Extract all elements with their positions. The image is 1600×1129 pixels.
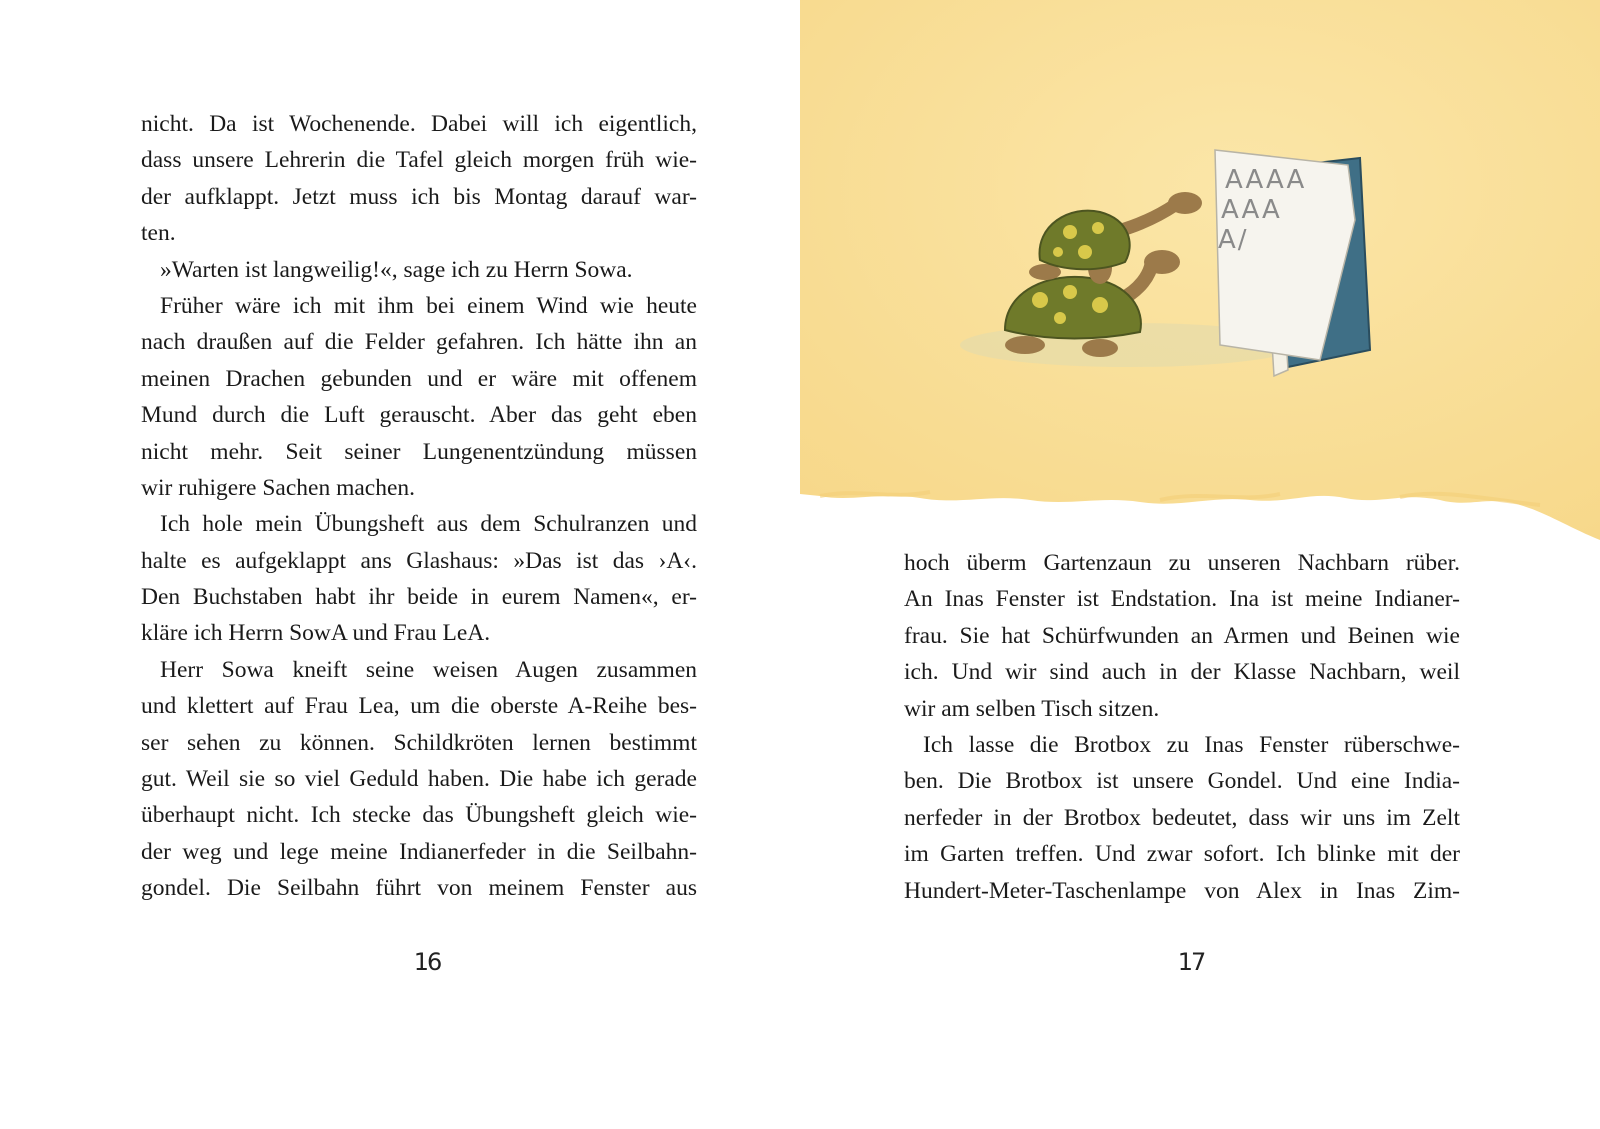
- text-line: der aufklappt. Jetzt muss ich bis Montag darauf war-: [141, 183, 697, 210]
- text-line: im Garten treffen. Und zwar sofort. Ich blinke mit der: [904, 841, 1460, 868]
- text-line: wir am selben Tisch sitzen.: [904, 695, 1160, 722]
- text-line: überhaupt nicht. Ich stecke das Übungsheft gleich wie-: [141, 802, 697, 829]
- text-line: kläre ich Herrn SowA und Frau LeA.: [141, 620, 491, 647]
- shell-spot: [1054, 312, 1066, 324]
- shell-spot: [1092, 222, 1104, 234]
- text-line: und klettert auf Frau Lea, um die oberste A-Reihe bes-: [141, 693, 697, 720]
- text-line: ich. Und wir sind auch in der Klasse Nachbarn, weil: [904, 659, 1460, 686]
- text-line: »Warten ist langweilig!«, sage ich zu Herrn Sowa.: [160, 256, 633, 283]
- right-page-text: [904, 545, 1460, 909]
- right-page: [800, 0, 1600, 1129]
- text-line: Den Buchstaben habt ihr beide in eurem Namen«, er-: [141, 584, 697, 611]
- text-line: der weg und lege meine Indianerfeder in die Seilbahn-: [141, 838, 697, 865]
- text-line: gut. Weil sie so viel Geduld haben. Die habe ich gerade: [141, 766, 697, 793]
- text-line: nach draußen auf die Felder gefahren. Ich hätte ihn an: [141, 329, 697, 356]
- text-line: frau. Sie hat Schürfwunden an Armen und Beinen wie: [904, 622, 1460, 649]
- left-page-text: [141, 106, 697, 907]
- turtles-book-illustration: [800, 0, 1600, 540]
- bottom-turtle-leg-back: [1005, 336, 1045, 354]
- text-line: Ich hole mein Übungsheft aus dem Schulranzen und: [160, 511, 697, 538]
- text-line: nerfeder in der Brotbox bedeutet, dass wir uns im Zelt: [904, 804, 1460, 831]
- text-line: ten.: [141, 220, 176, 247]
- text-line: Früher wäre ich mit ihm bei einem Wind wie heute: [160, 292, 697, 319]
- text-line: hoch überm Gartenzaun zu unseren Nachbarn rüber.: [904, 550, 1460, 576]
- text-line: halte es aufgeklappt ans Glashaus: »Das ist das ›A‹.: [141, 547, 697, 574]
- text-line: nicht mehr. Seit seiner Lungenentzündung müssen: [141, 438, 697, 465]
- text-line: ser sehen zu können. Schildkröten lernen bestimmt: [141, 729, 697, 756]
- text-line: ben. Die Brotbox ist unsere Gondel. Und eine India-: [904, 768, 1460, 795]
- text-line: Herr Sowa kneift seine weisen Augen zusammen: [160, 656, 697, 683]
- text-line: Hundert-Meter-Taschenlampe von Alex in Inas Zim-: [904, 877, 1460, 904]
- shell-spot: [1053, 247, 1063, 257]
- text-line: dass unsere Lehrerin die Tafel gleich morgen früh wie-: [141, 147, 697, 174]
- book-icon: [1215, 150, 1370, 376]
- page-number-left: 16: [413, 948, 441, 976]
- shell-spot: [1032, 292, 1048, 308]
- top-turtle-head: [1168, 192, 1202, 214]
- text-line: gondel. Die Seilbahn führt von meinem Fenster aus: [141, 875, 697, 902]
- text-line: meinen Drachen gebunden und er wäre mit offenem: [141, 365, 697, 392]
- text-line: Ich lasse die Brotbox zu Inas Fenster rüberschwe-: [923, 731, 1460, 758]
- text-line: wir ruhigere Sachen machen.: [141, 474, 416, 501]
- shell-spot: [1078, 245, 1092, 259]
- bottom-turtle-head: [1144, 250, 1180, 274]
- bottom-turtle-leg-front: [1082, 339, 1118, 357]
- book-letters-row-1: AAAA: [1225, 165, 1307, 195]
- text-line: nicht. Da ist Wochenende. Dabei will ich eigentlich,: [141, 111, 697, 137]
- shell-spot: [1063, 285, 1077, 299]
- shell-spot: [1063, 225, 1077, 239]
- page-number-right: 17: [1177, 948, 1205, 976]
- text-line: Mund durch die Luft gerauscht. Aber das geht eben: [141, 402, 697, 429]
- book-letters-row-2: AAA: [1221, 195, 1282, 225]
- paint-background: [800, 0, 1600, 540]
- text-line: An Inas Fenster ist Endstation. Ina ist meine Indianer-: [904, 586, 1460, 613]
- book-letters-row-3: A/: [1218, 225, 1249, 255]
- shell-spot: [1092, 297, 1108, 313]
